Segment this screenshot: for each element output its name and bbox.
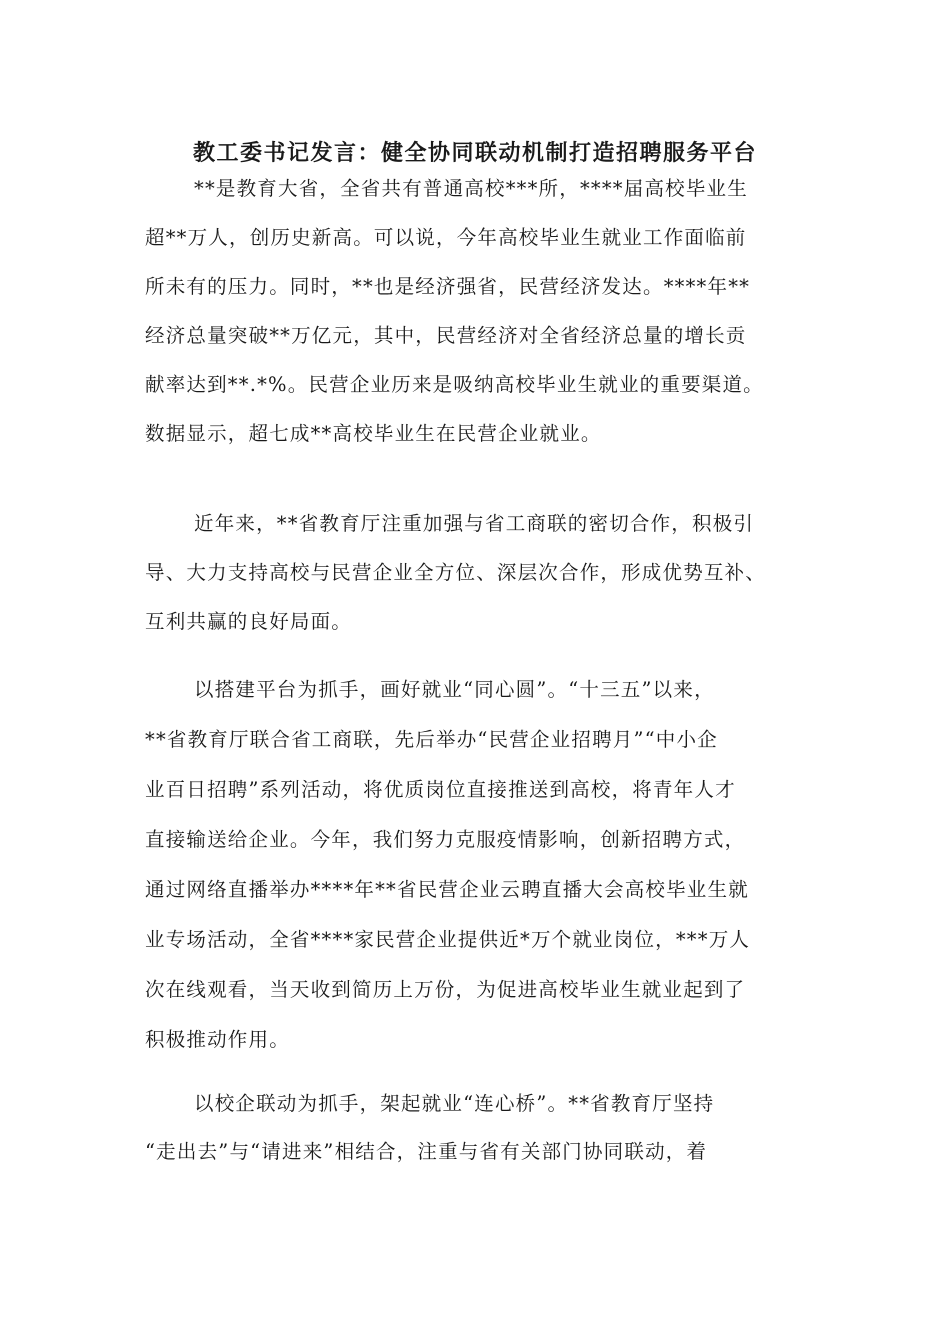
paragraph-3-line-2: **省教育厅联合省工商联，先后举办“民营企业招聘月”“中小企 <box>145 728 718 751</box>
paragraph-1-line-1: **是教育大省，全省共有普通高校***所，****届高校毕业生 <box>194 177 748 200</box>
paragraph-2-line-3: 互利共赢的良好局面。 <box>145 610 353 633</box>
paragraph-3-line-3: 业百日招聘”系列活动，将优质岗位直接推送到高校，将青年人才 <box>145 778 736 801</box>
paragraph-3-line-7: 次在线观看，当天收到简历上万份，为促进高校毕业生就业起到了 <box>145 978 746 1001</box>
paragraph-4-line-1: 以校企联动为抓手，架起就业“连心桥”。**省教育厅坚持 <box>194 1092 715 1115</box>
paragraph-1-line-5: 献率达到**.*%。民营企业历来是吸纳高校毕业生就业的重要渠道。 <box>145 373 764 396</box>
paragraph-1-line-4: 经济总量突破**万亿元，其中，民营经济对全省经济总量的增长贡 <box>145 324 747 347</box>
document-title: 教工委书记发言：健全协同联动机制打造招聘服务平台 <box>192 140 757 166</box>
paragraph-1-line-2: 超**万人，创历史新高。可以说，今年高校毕业生就业工作面临前 <box>145 226 747 249</box>
paragraph-3-line-8: 积极推动作用。 <box>145 1028 290 1051</box>
paragraph-2-line-2: 导、大力支持高校与民营企业全方位、深层次合作，形成优势互补、 <box>145 561 767 584</box>
paragraph-3-line-4: 直接输送给企业。今年，我们努力克服疫情影响，创新招聘方式， <box>145 828 746 851</box>
paragraph-4-line-2: “走出去”与“请进来”相结合，注重与省有关部门协同联动，着 <box>145 1140 708 1163</box>
paragraph-3-line-6: 业专场活动，全省****家民营企业提供近*万个就业岗位，***万人 <box>145 928 751 951</box>
paragraph-1-line-3: 所未有的压力。同时，**也是经济强省，民营经济发达。****年** <box>145 275 751 298</box>
paragraph-3-line-1: 以搭建平台为抓手，画好就业“同心圆”。“十三五”以来， <box>194 678 715 701</box>
paragraph-3-line-5: 通过网络直播举办****年**省民营企业云聘直播大会高校毕业生就 <box>145 878 749 901</box>
paragraph-1-line-6: 数据显示，超七成**高校毕业生在民营企业就业。 <box>145 422 602 445</box>
paragraph-2-line-1: 近年来，**省教育厅注重加强与省工商联的密切合作，积极引 <box>194 512 755 535</box>
